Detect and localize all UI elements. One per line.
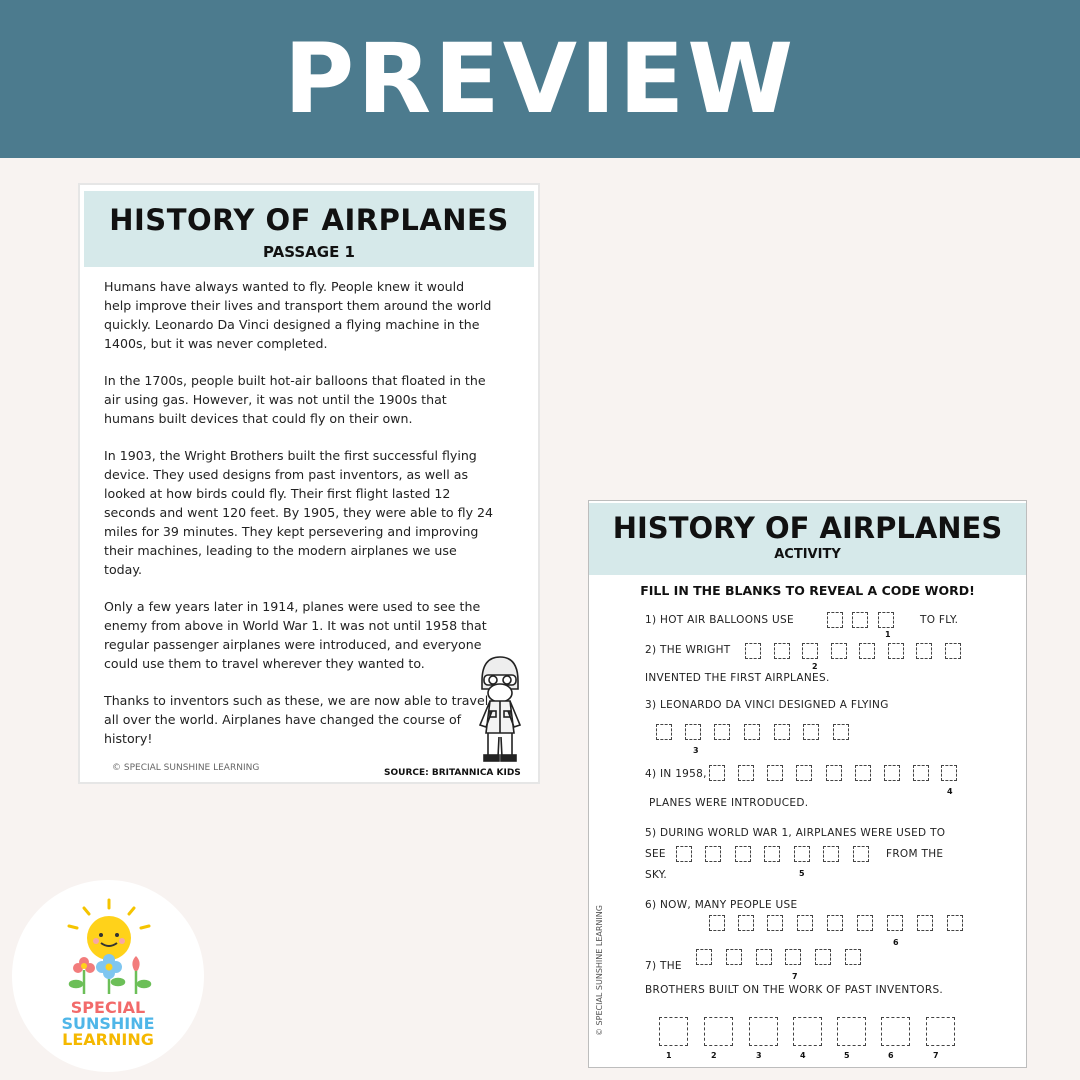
- paragraph: In 1903, the Wright Brothers built the first successful flying device. They used designs from past inventors, as well as looked at how birds could fly. Their first flight lasted 12 seconds and went 120 feet. By 1905, they were able to fly 24 miles for 39 minutes. They kept persevering and improving their machines, leading to the modern airplanes we use today.: [104, 448, 494, 577]
- letter-box[interactable]: [803, 724, 819, 740]
- code-number: 6: [893, 938, 899, 947]
- code-number: 1: [885, 630, 891, 639]
- letter-box[interactable]: [855, 765, 871, 781]
- letter-box[interactable]: [744, 724, 760, 740]
- code-number: 3: [693, 746, 699, 755]
- code-box[interactable]: [659, 1017, 688, 1046]
- letter-box[interactable]: [738, 765, 754, 781]
- letter-box[interactable]: [735, 846, 751, 862]
- sun-flowers-icon: [54, 898, 164, 998]
- passage-copyright: © SPECIAL SUNSHINE LEARNING: [112, 763, 260, 773]
- question-1: 1) HOT AIR BALLOONS USE: [645, 614, 794, 626]
- letter-box[interactable]: [815, 949, 831, 965]
- passage-header: [84, 191, 534, 267]
- letter-box[interactable]: [917, 915, 933, 931]
- activity-copyright: © SPECIAL SUNSHINE LEARNING: [595, 905, 604, 1036]
- code-box[interactable]: [837, 1017, 866, 1046]
- letter-box[interactable]: [764, 846, 780, 862]
- activity-header: [589, 503, 1026, 575]
- code-number: 4: [947, 787, 953, 796]
- activity-title: HISTORY OF AIRPLANES: [612, 511, 1003, 545]
- letter-box[interactable]: [916, 643, 932, 659]
- brand-logo: [12, 880, 204, 1072]
- letter-box[interactable]: [696, 949, 712, 965]
- passage-source: SOURCE: BRITANNICA KIDS: [384, 768, 521, 778]
- letter-box[interactable]: [827, 915, 843, 931]
- activity-sheet: [589, 501, 1026, 1067]
- code-box[interactable]: [749, 1017, 778, 1046]
- letter-box[interactable]: [726, 949, 742, 965]
- letter-box[interactable]: [797, 915, 813, 931]
- letter-box[interactable]: [831, 643, 847, 659]
- letter-box[interactable]: [823, 846, 839, 862]
- code-box-number: 4: [800, 1051, 806, 1060]
- letter-box[interactable]: [745, 643, 761, 659]
- code-number: 7: [792, 972, 798, 981]
- letter-box[interactable]: [676, 846, 692, 862]
- letter-box[interactable]: [705, 846, 721, 862]
- question-6: 6) NOW, MANY PEOPLE USE: [645, 899, 798, 911]
- code-box-number: 5: [844, 1051, 850, 1060]
- letter-box[interactable]: [767, 765, 783, 781]
- code-box-number: 6: [888, 1051, 894, 1060]
- letter-box[interactable]: [756, 949, 772, 965]
- question-3: 3) LEONARDO DA VINCI DESIGNED A FLYING: [645, 699, 889, 711]
- letter-box[interactable]: [887, 915, 903, 931]
- code-box[interactable]: [704, 1017, 733, 1046]
- question-2: 2) THE WRIGHT: [645, 644, 731, 656]
- letter-box[interactable]: [796, 765, 812, 781]
- passage-sheet: [80, 185, 538, 782]
- code-box-number: 3: [756, 1051, 762, 1060]
- question-2-line2: INVENTED THE FIRST AIRPLANES.: [645, 672, 830, 684]
- activity-subtitle: ACTIVITY: [774, 547, 841, 562]
- question-7: 7) THE: [645, 960, 682, 972]
- code-box-number: 7: [933, 1051, 939, 1060]
- letter-box[interactable]: [945, 643, 961, 659]
- passage-title: HISTORY OF AIRPLANES: [109, 203, 509, 237]
- paragraph: In the 1700s, people built hot-air balloons that floated in the air using gas. However, it was not until the 1900s that humans built devices that could fly on their own.: [104, 373, 486, 426]
- question-4-line2: PLANES WERE INTRODUCED.: [649, 797, 809, 809]
- letter-box[interactable]: [884, 765, 900, 781]
- letter-box[interactable]: [845, 949, 861, 965]
- letter-box[interactable]: [774, 643, 790, 659]
- activity-instruction: FILL IN THE BLANKS TO REVEAL A CODE WORD!: [640, 583, 975, 598]
- letter-box[interactable]: [833, 724, 849, 740]
- question-5-end: FROM THE: [886, 848, 944, 860]
- question-4: 4) IN 1958,: [645, 768, 707, 780]
- letter-box[interactable]: [852, 612, 868, 628]
- letter-box[interactable]: [656, 724, 672, 740]
- logo-text-learning: LEARNING: [62, 1030, 154, 1049]
- question-5-see: SEE: [645, 848, 666, 860]
- letter-box[interactable]: [685, 724, 701, 740]
- question-5: 5) DURING WORLD WAR 1, AIRPLANES WERE USED TO: [645, 827, 946, 839]
- preview-banner: [0, 0, 1080, 158]
- pilot-illustration: [472, 653, 528, 765]
- code-number: 2: [812, 662, 818, 671]
- letter-box[interactable]: [767, 915, 783, 931]
- letter-box[interactable]: [853, 846, 869, 862]
- code-box[interactable]: [881, 1017, 910, 1046]
- paragraph: Humans have always wanted to fly. People knew it would help improve their lives and transport them around the world quickly. Leonardo Da Vinci designed a flying machine in the 1400s, but it was never completed.: [104, 279, 492, 351]
- letter-box[interactable]: [802, 643, 818, 659]
- letter-box[interactable]: [947, 915, 963, 931]
- code-box[interactable]: [926, 1017, 955, 1046]
- question-1-end: TO FLY.: [920, 614, 959, 626]
- letter-box[interactable]: [827, 612, 843, 628]
- paragraph: Only a few years later in 1914, planes were used to see the enemy from above in World War 1. It was not until 1958 that regular passenger airplanes were introduced, and everyone could use them to travel wherever they wanted to.: [104, 599, 487, 671]
- passage-body: [104, 277, 494, 766]
- letter-box[interactable]: [785, 949, 801, 965]
- letter-box[interactable]: [826, 765, 842, 781]
- logo-text-special: SPECIAL: [70, 998, 146, 1017]
- letter-box[interactable]: [794, 846, 810, 862]
- letter-box[interactable]: [774, 724, 790, 740]
- code-number: 5: [799, 869, 805, 878]
- letter-box[interactable]: [913, 765, 929, 781]
- letter-box[interactable]: [709, 765, 725, 781]
- logo-text-sunshine: SUNSHINE: [61, 1014, 155, 1033]
- letter-box[interactable]: [714, 724, 730, 740]
- passage-subtitle: PASSAGE 1: [263, 243, 355, 261]
- code-box-number: 2: [711, 1051, 717, 1060]
- letter-box[interactable]: [709, 915, 725, 931]
- code-box[interactable]: [793, 1017, 822, 1046]
- letter-box[interactable]: [941, 765, 957, 781]
- letter-box[interactable]: [859, 643, 875, 659]
- letter-box[interactable]: [857, 915, 873, 931]
- question-7-line2: BROTHERS BUILT ON THE WORK OF PAST INVENTORS.: [645, 984, 944, 996]
- question-5-line3: SKY.: [645, 869, 667, 881]
- paragraph: Thanks to inventors such as these, we are now able to travel all over the world. Airplanes have changed the course of history!: [104, 693, 489, 746]
- letter-box[interactable]: [888, 643, 904, 659]
- letter-box[interactable]: [878, 612, 894, 628]
- banner-title: PREVIEW: [283, 23, 797, 135]
- code-box-number: 1: [666, 1051, 672, 1060]
- letter-box[interactable]: [738, 915, 754, 931]
